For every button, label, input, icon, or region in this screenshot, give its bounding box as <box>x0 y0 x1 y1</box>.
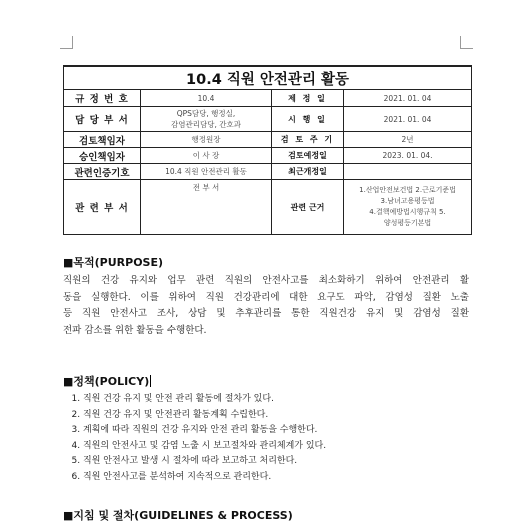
value-approval-officer: 이 사 장 <box>141 148 272 164</box>
legal-basis-line-3: 4.결핵예방법시행규칙 5. <box>369 208 446 216</box>
value-review-scheduled-date: 2023. 01. 04. <box>344 148 472 164</box>
value-review-cycle: 2년 <box>344 132 472 148</box>
purpose-line-4: 전파 감소를 위한 활동을 수행한다. <box>63 324 207 336</box>
value-regulation-number: 10.4 <box>141 90 272 107</box>
guidelines-heading: ■지침 및 절차(GUIDELINES & PROCESS) <box>63 509 293 522</box>
department-line-1: QPS담당, 행정실, <box>176 109 236 118</box>
department-line-2: 감염관리담당, 간호과 <box>171 120 241 129</box>
purpose-line-1: 직원의 건강 유지와 업무 관련 직원의 안전사고를 최소화하기 위하여 안전관리 활 <box>63 275 469 286</box>
label-legal-basis: 관련 근거 <box>272 180 344 235</box>
policy-heading-wrap <box>63 373 151 389</box>
document-title: 10.4 직원 안전관리 활동 <box>64 66 472 90</box>
policy-item-5: 5. 직원 안전사고 발생 시 절차에 따라 보고하고 처리한다. <box>83 454 489 470</box>
value-department-in-charge <box>141 107 272 132</box>
value-enactment-date: 2021. 01. 04 <box>344 90 472 107</box>
label-certification-code: 관련인증기호 <box>64 164 141 180</box>
policy-item-6: 6. 직원 안전사고를 분석하여 지속적으로 관리한다. <box>83 470 489 486</box>
text-cursor <box>150 375 151 387</box>
label-regulation-number: 규 정 번 호 <box>64 90 141 107</box>
policy-item-1: 1. 직원 건강 유지 및 안전 관리 활동에 절차가 있다. <box>83 392 489 408</box>
label-department-in-charge: 담 당 부 서 <box>64 107 141 132</box>
policy-heading: ■정책(POLICY) <box>63 375 150 388</box>
label-effective-date: 시 행 일 <box>272 107 344 132</box>
legal-basis-line-1: 1.산업안전보건법 2.근로기준법 <box>359 186 456 194</box>
purpose-line-2: 동을 실행한다. 이를 위하여 직원 건강관리에 대한 요구도 파악, 감염성 질환 노출 <box>63 291 469 303</box>
policy-item-4: 4. 직원의 안전사고 및 감염 노출 시 보고절차와 관리체계가 있다. <box>83 439 489 455</box>
label-enactment-date: 제 정 일 <box>272 90 344 107</box>
policy-item-3: 3. 계획에 따라 직원의 건강 유지와 안전 관리 활동을 수행한다. <box>83 423 489 439</box>
crop-mark-top-left <box>60 36 73 49</box>
legal-basis-line-2: 3.남녀고용평등법 <box>380 197 435 205</box>
label-related-departments: 관 련 부 서 <box>64 180 141 235</box>
value-last-revised-date <box>344 164 472 180</box>
policy-item-2: 2. 직원 건강 유지 및 안전관리 활동계획 수립한다. <box>83 408 489 424</box>
value-legal-basis <box>344 180 472 235</box>
legal-basis-line-4: 양성평등기본법 <box>383 219 432 227</box>
purpose-paragraph <box>63 273 469 339</box>
label-approval-officer: 승인책임자 <box>64 148 141 164</box>
value-related-departments: 전 부 서 <box>141 180 272 235</box>
label-review-cycle: 검 토 주 기 <box>272 132 344 148</box>
label-review-scheduled-date: 검토예정일 <box>272 148 344 164</box>
value-review-officer: 행정원장 <box>141 132 272 148</box>
policy-list <box>63 392 489 485</box>
value-effective-date: 2021. 01. 04 <box>344 107 472 132</box>
label-review-officer: 검토책임자 <box>64 132 141 148</box>
regulation-header-table <box>63 65 472 235</box>
crop-mark-top-right <box>460 36 473 49</box>
purpose-line-3: 등 직원 안전사고 조사, 상담 및 추후관리를 통한 직원건강 유지 및 감염성 질환 <box>63 308 469 319</box>
label-last-revised-date: 최근개정일 <box>272 164 344 180</box>
purpose-heading: ■목적(PURPOSE) <box>63 256 164 269</box>
value-certification-code: 10.4 직원 안전관리 활동 <box>141 164 272 180</box>
